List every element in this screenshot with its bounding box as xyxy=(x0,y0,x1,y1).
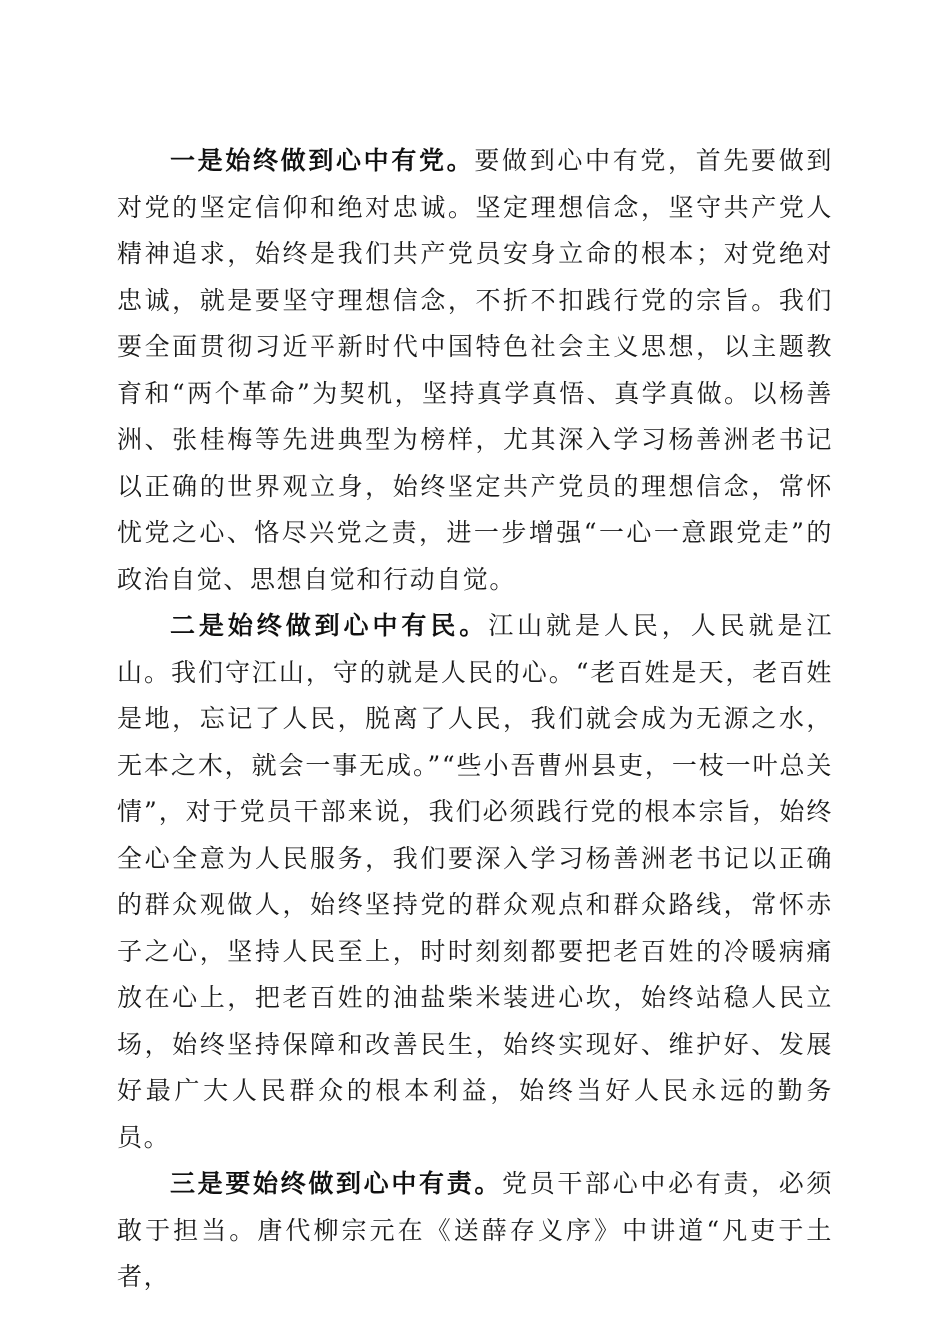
paragraph-1 xyxy=(117,138,833,603)
paragraph-2 xyxy=(117,603,833,1161)
paragraph-2-text: 江山就是人民，人民就是江山。我们守江山，守的就是人民的心。“老百姓是天，老百姓是地，忘记了人民，脱离了人民，我们就会成为无源之水，无本之木，就会一事无成。”“些小吾曹州县吏，一枝一叶总关情”，对于党员干部来说，我们必须践行党的根本宗旨，始终全心全意为人民服务，我们要深入学习杨善洲老书记以正确的群众观做人，始终坚持党的群众观点和群众路线，常怀赤子之心，坚持人民至上，时时刻刻都要把老百姓的冷暖病痛放在心上，把老百姓的油盐柴米装进心坎，始终站稳人民立场，始终坚持保障和改善民生，始终实现好、维护好、发展好最广大人民群众的根本利益，始终当好人民永远的勤务员。 xyxy=(117,611,833,1152)
paragraph-1-text: 要做到心中有党，首先要做到对党的坚定信仰和绝对忠诚。坚定理想信念，坚守共产党人精神追求，始终是我们共产党员安身立命的根本；对党绝对忠诚，就是要坚守理想信念，不折不扣践行党的宗旨。我们要全面贯彻习近平新时代中国特色社会主义思想，以主题教育和“两个革命”为契机，坚持真学真悟、真学真做。以杨善洲、张桂梅等先进典型为榜样，尤其深入学习杨善洲老书记以正确的世界观立身，始终坚定共产党员的理想信念，常怀忧党之心、恪尽兴党之责，进一步增强“一心一意跟党走”的政治自觉、思想自觉和行动自觉。 xyxy=(117,146,833,594)
paragraph-3-heading: 三是要始终做到心中有责。 xyxy=(170,1169,503,1198)
paragraph-2-heading: 二是始终做到心中有民。 xyxy=(170,611,489,640)
paragraph-3-text: 党员干部心中必有责，必须敢于担当。唐代柳宗元在《送薛存义序》中讲道“凡吏于土者， xyxy=(117,1169,834,1291)
paragraph-1-heading: 一是始终做到心中有党。 xyxy=(170,146,475,175)
paragraph-3 xyxy=(117,1161,833,1301)
document-body xyxy=(117,138,833,1301)
